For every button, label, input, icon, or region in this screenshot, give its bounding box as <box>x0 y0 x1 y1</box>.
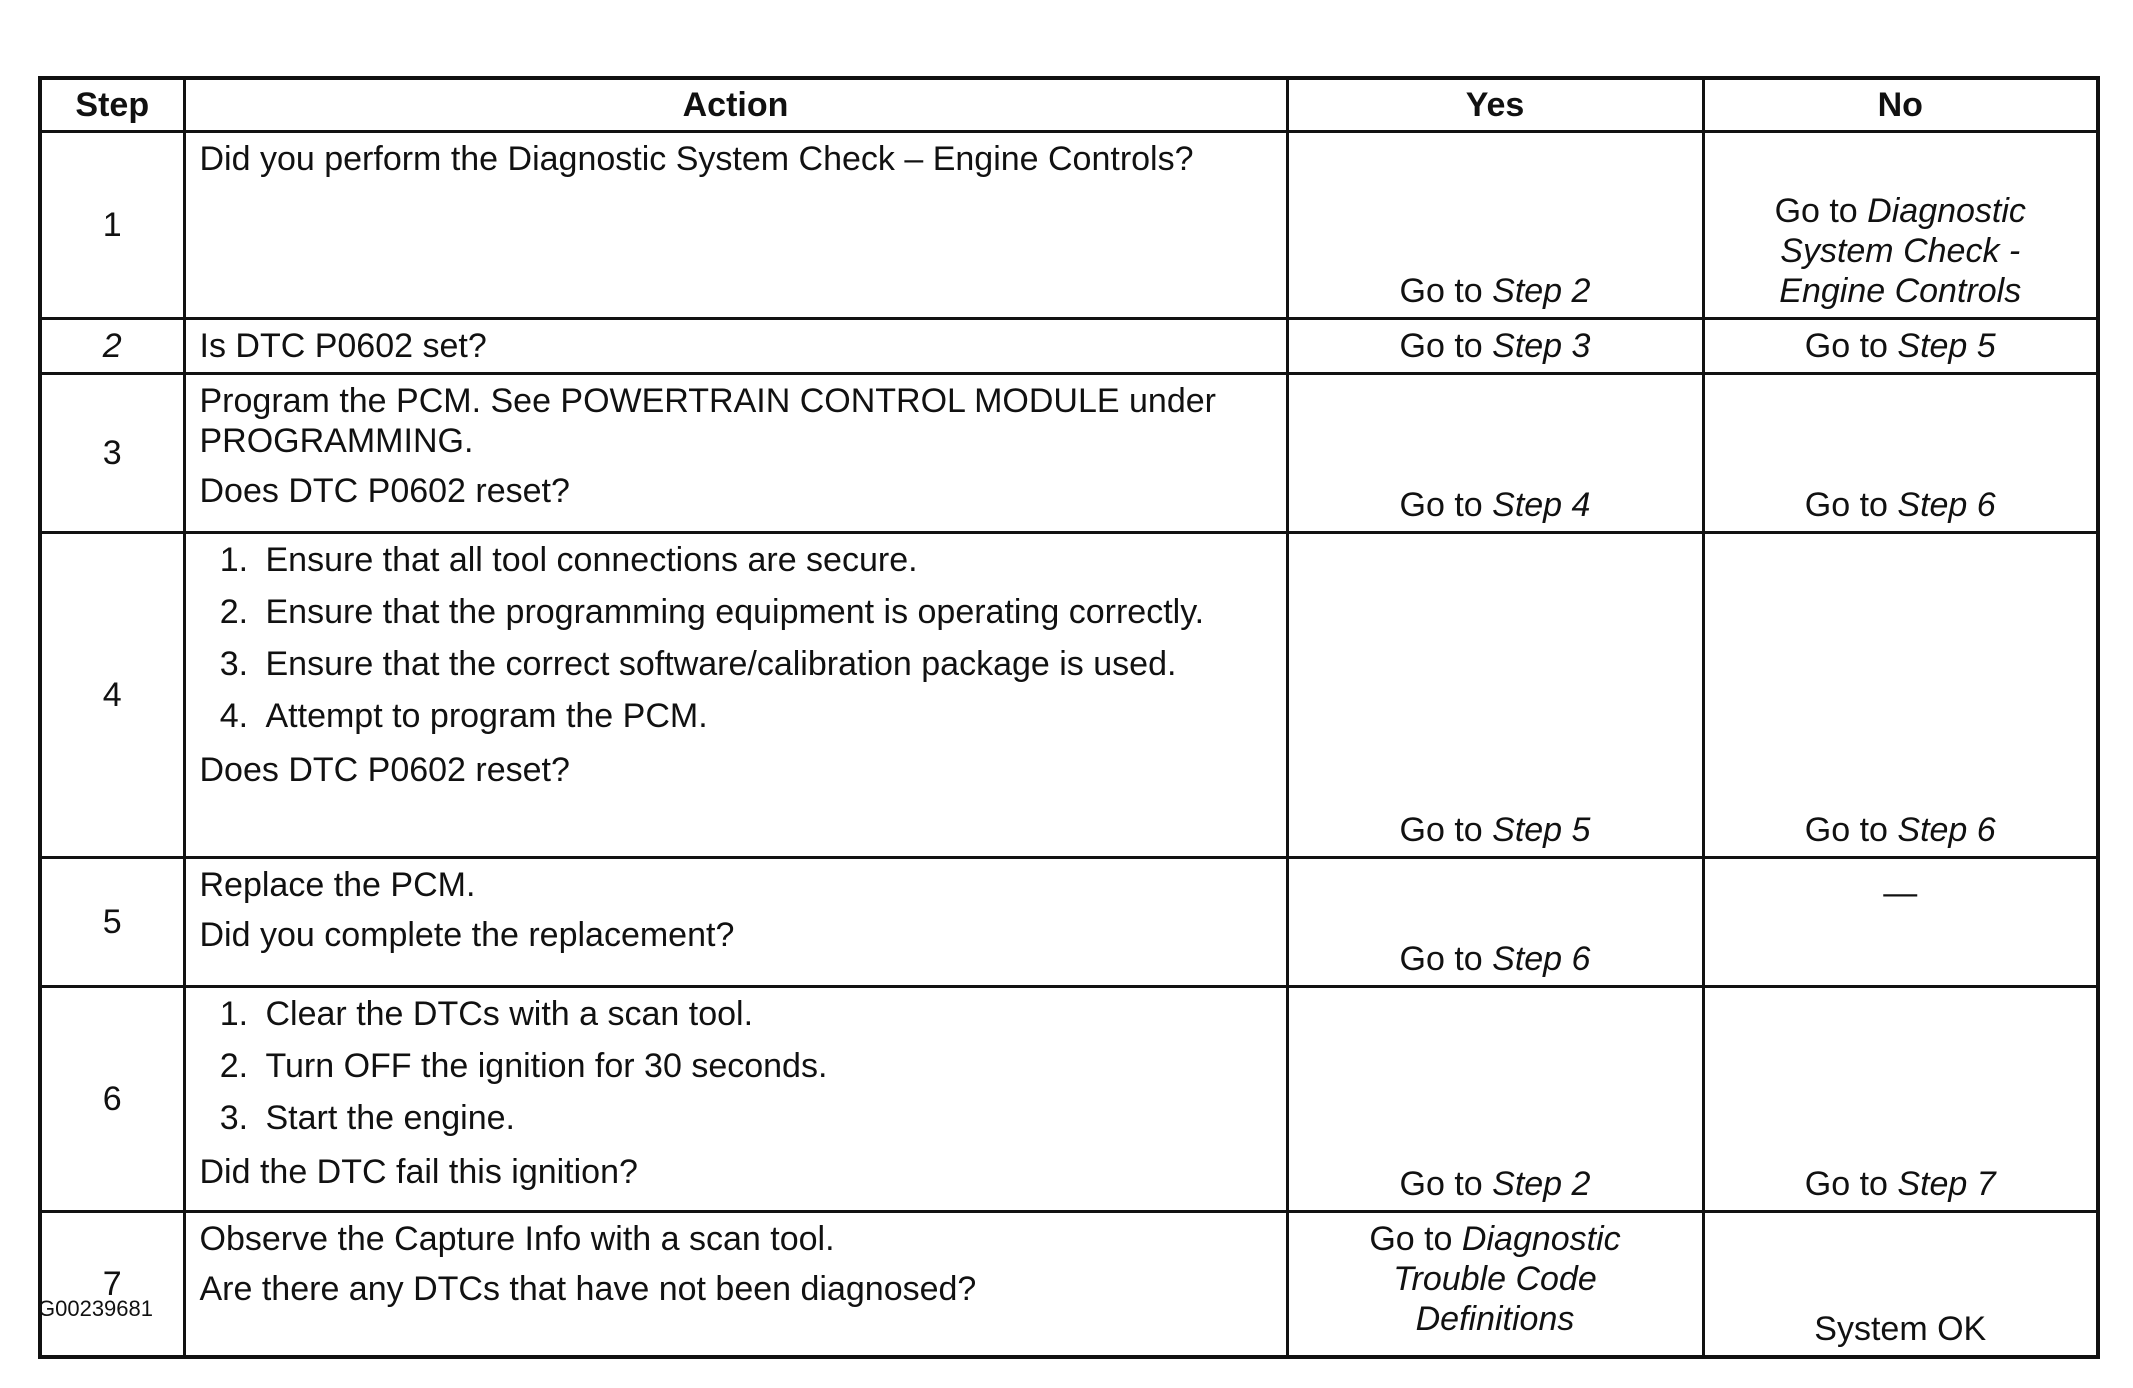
figure-id: G00239681 <box>38 1296 153 1321</box>
action-question: Are there any DTCs that have not been diagnosed? <box>199 1270 977 1308</box>
no-prefix: Go to <box>1804 811 1898 849</box>
diagnostic-table <box>38 76 2100 1359</box>
list-item: 2. Ensure that the programming equipment is operating correctly. <box>258 592 1272 632</box>
table-row <box>40 858 2098 987</box>
action-question: Did you complete the replacement? <box>199 916 735 954</box>
action-text: Did you perform the Diagnostic System Check – Engine Controls? <box>199 140 1194 178</box>
no-prefix: Go to <box>1804 327 1898 365</box>
no-dash: — <box>1883 874 1918 912</box>
yes-prefix: Go to <box>1369 1220 1462 1258</box>
yes-target: Step 4 <box>1492 486 1591 524</box>
no-cell <box>1703 858 2098 987</box>
action-cell <box>184 858 1287 987</box>
action-text: Observe the Capture Info with a scan tool. <box>199 1220 835 1258</box>
yes-prefix: Go to <box>1399 327 1493 365</box>
yes-target: Step 2 <box>1492 272 1591 310</box>
no-cell <box>1703 1212 2098 1358</box>
action-question: Did the DTC fail this ignition? <box>199 1153 638 1191</box>
yes-cell <box>1287 132 1703 319</box>
action-question: Does DTC P0602 reset? <box>199 472 570 510</box>
table-row <box>40 533 2098 858</box>
action-cell <box>184 374 1287 533</box>
header-yes: Yes <box>1287 78 1703 132</box>
yes-target: Diagnostic Trouble Code Definitions <box>1393 1220 1621 1338</box>
list-item: 3. Start the engine. <box>258 1098 1272 1138</box>
action-cell <box>184 1212 1287 1358</box>
no-target: Diagnostic System Check - Engine Controls <box>1779 192 2026 310</box>
yes-prefix: Go to <box>1399 811 1493 849</box>
list-item: 1. Clear the DTCs with a scan tool. <box>258 994 1272 1034</box>
no-text: System OK <box>1814 1310 1987 1348</box>
list-item: 1. Ensure that all tool connections are secure. <box>258 540 1272 580</box>
action-text: Program the PCM. See POWERTRAIN CONTROL MODULE under PROGRAMMING. <box>199 382 1216 460</box>
step-number: 6 <box>40 987 184 1212</box>
list-item: 4. Attempt to program the PCM. <box>258 696 1272 736</box>
yes-prefix: Go to <box>1399 940 1493 978</box>
yes-cell <box>1287 1212 1703 1358</box>
yes-cell <box>1287 533 1703 858</box>
action-cell <box>184 132 1287 319</box>
step-number: 3 <box>40 374 184 533</box>
yes-cell <box>1287 374 1703 533</box>
header-no: No <box>1703 78 2098 132</box>
yes-prefix: Go to <box>1399 1165 1493 1203</box>
list-item: 2. Turn OFF the ignition for 30 seconds. <box>258 1046 1272 1086</box>
action-cell <box>184 987 1287 1212</box>
yes-cell <box>1287 858 1703 987</box>
no-cell <box>1703 987 2098 1212</box>
no-target: Step 6 <box>1897 486 1996 524</box>
no-target: Step 7 <box>1897 1165 1996 1203</box>
header-step: Step <box>40 78 184 132</box>
step-number: 1 <box>40 132 184 319</box>
table-row <box>40 987 2098 1212</box>
yes-target: Step 6 <box>1492 940 1591 978</box>
table-row <box>40 319 2098 374</box>
yes-cell <box>1287 987 1703 1212</box>
step-number: 7 <box>40 1212 184 1358</box>
yes-target: Step 5 <box>1492 811 1591 849</box>
no-prefix: Go to <box>1804 1165 1898 1203</box>
no-cell <box>1703 319 2098 374</box>
action-cell <box>184 319 1287 374</box>
no-cell <box>1703 132 2098 319</box>
yes-target: Step 2 <box>1492 1165 1591 1203</box>
table-header-row <box>40 78 2098 132</box>
no-target: Step 5 <box>1897 327 1996 365</box>
list-item: 3. Ensure that the correct software/calibration package is used. <box>258 644 1272 684</box>
action-cell <box>184 533 1287 858</box>
step-number: 5 <box>40 858 184 987</box>
yes-prefix: Go to <box>1399 486 1493 524</box>
step-number: 2 <box>40 319 184 374</box>
header-action: Action <box>184 78 1287 132</box>
yes-cell <box>1287 319 1703 374</box>
step-number: 4 <box>40 533 184 858</box>
table-row <box>40 132 2098 319</box>
no-prefix: Go to <box>1774 192 1868 230</box>
yes-prefix: Go to <box>1399 272 1493 310</box>
no-cell <box>1703 374 2098 533</box>
no-target: Step 6 <box>1897 811 1996 849</box>
action-question: Does DTC P0602 reset? <box>199 751 570 789</box>
action-step-list <box>200 540 1272 736</box>
action-text: Replace the PCM. <box>199 866 476 904</box>
no-prefix: Go to <box>1804 486 1898 524</box>
yes-target: Step 3 <box>1492 327 1591 365</box>
action-step-list <box>200 994 1272 1138</box>
no-cell <box>1703 533 2098 858</box>
action-text: Is DTC P0602 set? <box>199 327 487 365</box>
table-row <box>40 1212 2098 1358</box>
table-row <box>40 374 2098 533</box>
